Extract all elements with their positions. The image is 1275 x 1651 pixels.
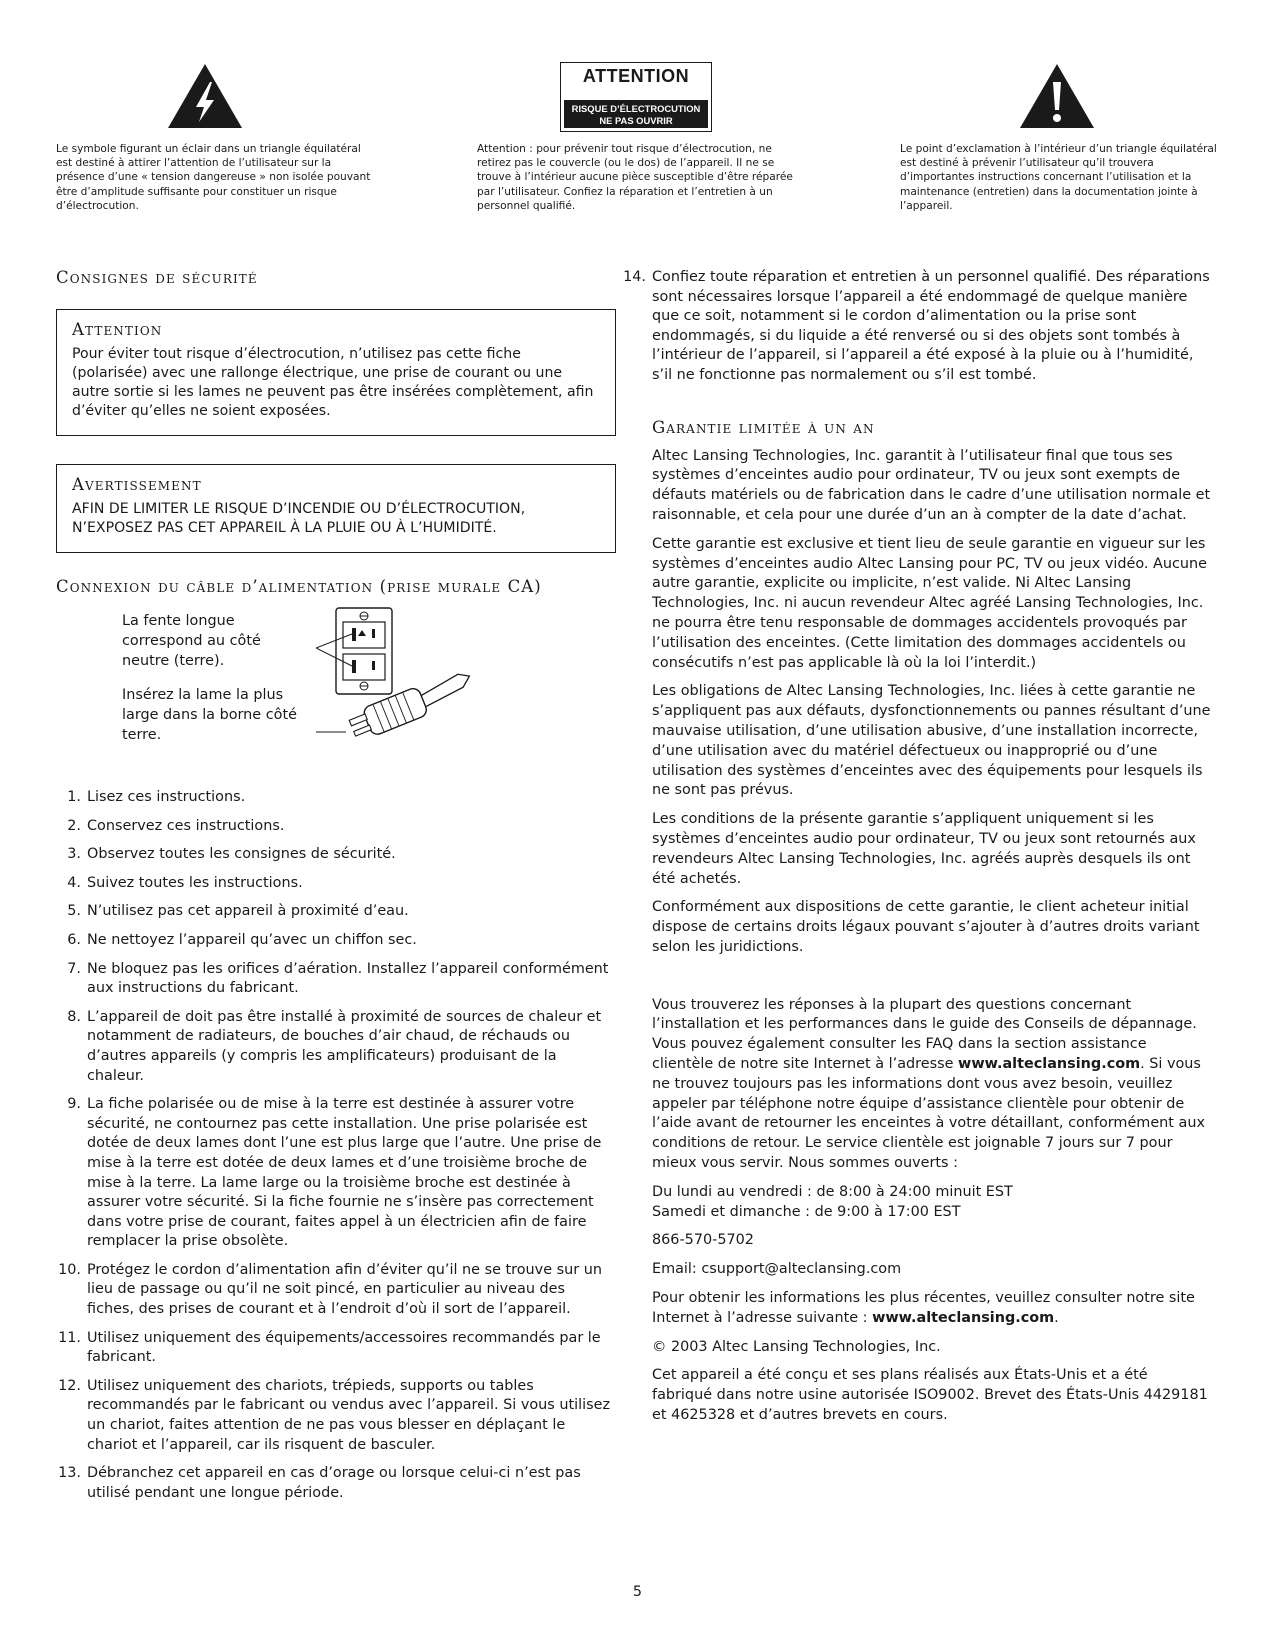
attention-sign-line2: NE PAS OUVRIR <box>599 114 673 126</box>
lightning-warning <box>56 62 376 213</box>
latest-info-website-link: www.alteclansing.com <box>872 1309 1055 1326</box>
lightning-caption: Le symbole figurant un éclair dans un triangle équilatéral est destiné à attirer l’attention de l’utilisateur sur la présence d’une « tension dangereuse » non isolée pouvant être d’amplitude suffisante pour constituer un risque d’électrocution. <box>56 143 371 212</box>
center-warning <box>477 62 797 213</box>
list-item-number: 13. <box>58 1465 81 1482</box>
warning-box-text: AFIN DE LIMITER LE RISQUE D’INCENDIE OU D’ÉLECTROCUTION, N’EXPOSEZ PAS CET APPAREIL À LA PLUIE OU À L’HUMIDITÉ. <box>72 501 526 536</box>
list-item-text: Confiez toute réparation et entretien à un personnel qualifié. Des réparations sont nécessaires lorsque l’appareil a été endommagé de quelque manière que ce soit, notamment si le cordon d’alimentation ou la prise sont endommagés, si du liquide a été renversé ou si des objets sont tombés à l’intérieur de l’appareil, si l’appareil a été exposé à la pluie ou à l’humidité, s’il ne fonctionne pas normalement ou s’il est tombé. <box>652 269 1210 383</box>
list-item <box>56 1377 616 1455</box>
list-item-text: Débranchez cet appareil en cas d’orage ou lorsque celui-ci n’est pas utilisé pendant une longue période. <box>87 1465 581 1501</box>
support-phone: 866-570-5702 <box>652 1232 754 1249</box>
attention-sign-line1: RISQUE D’ÉLECTROCUTION <box>571 103 701 114</box>
list-item-number: 2. <box>67 817 81 834</box>
exclamation-caption: Le point d’exclamation à l’intérieur d’un triangle équilatéral est destiné à prévenir l’utilisateur qu’il trouvera d’importantes instructions concernant l’utilisation et la maintenance (entretien) dans la documentation jointe à l’appareil. <box>900 143 1217 212</box>
support-email: Email: csupport@alteclansing.com <box>652 1261 902 1278</box>
lightning-triangle-icon <box>166 62 244 130</box>
list-item-number: 4. <box>67 874 81 891</box>
list-item-number: 12. <box>58 1377 81 1394</box>
list-item <box>56 1464 616 1503</box>
list-item-text: L’appareil de doit pas être installé à proximité de sources de chaleur et notamment de radiateurs, de bouches d’air chaud, de réchauds ou d’autres appareils (y compris les amplificateurs) produisant de la chaleur. <box>87 1008 602 1084</box>
list-item-text: Ne nettoyez l’appareil qu’avec un chiffon sec. <box>87 931 417 948</box>
attention-sign-title: ATTENTION <box>582 66 690 86</box>
list-item-number: 9. <box>67 1096 81 1113</box>
list-item-text: Lisez ces instructions. <box>87 789 246 805</box>
list-item <box>621 268 1212 386</box>
list-item <box>56 1329 616 1368</box>
plug-diagram-area <box>56 612 616 782</box>
support-intro-text-b: . Si vous ne trouvez toujours pas les informations dont vous avez besoin, veuillez appeler par téléphone notre équipe d’assistance clientèle pour obtenir de l’aide avant de retourner les enceintes à votre détaillant, conformément aux conditions de retour. Le service clientèle est joignable 7 jours sur 7 pour mieux vous servir. Nous sommes ouverts : <box>652 1056 1205 1172</box>
list-item-number: 8. <box>67 1008 81 1025</box>
warning-box-title: Avertissement <box>72 475 202 494</box>
list-item <box>56 1095 616 1252</box>
warranty-paragraph-1: Altec Lansing Technologies, Inc. garantit à l’utilisateur final que tous ses systèmes d’enceintes audio pour ordinateur, TV ou jeux sont exempts de défauts matériels ou de fabrication dans le cadre d’une utilisation normale et raisonnable, et cela pour une durée d’un an à compter de la date d’achat. <box>652 447 1211 523</box>
exclamation-triangle-icon <box>1018 62 1096 130</box>
warranty-heading: Garantie limitée à un an <box>652 417 875 437</box>
support-hours-weekday: Du lundi au vendredi : de 8:00 à 24:00 minuit EST <box>652 1183 1013 1200</box>
copyright: © 2003 Altec Lansing Technologies, Inc. <box>652 1338 941 1355</box>
plug-text-blade: Insérez la lame la plus large dans la borne côté terre. <box>122 687 297 743</box>
latest-info <box>652 1289 1212 1329</box>
warranty-paragraph-5: Conformément aux dispositions de cette garantie, le client acheteur initial dispose de certains droits légaux pouvant s’ajouter à d’autres droits variant selon les juridictions. <box>652 899 1200 955</box>
list-item-number: 5. <box>67 903 81 920</box>
latest-info-text-b: . <box>1054 1309 1059 1326</box>
list-item <box>56 960 616 999</box>
right-column <box>623 268 1212 1435</box>
warning-box <box>56 464 616 553</box>
attention-box-text: Pour éviter tout risque d’électrocution, n’utilisez pas cette fiche (polarisée) avec une rallonge électrique, une prise de courant ou une autre sortie si les lames ne peuvent pas être insérées complètement, afin d’éviter qu’elles ne soient exposées. <box>72 346 594 419</box>
list-item-text: Suivez toutes les instructions. <box>87 874 303 891</box>
design-notice: Cet appareil a été conçu et ses plans réalisés aux États-Unis et a été fabriqué dans notre usine autorisée ISO9002. Brevet des États-Unis 4429181 et 4625328 et d’autres brevets en cours. <box>652 1367 1208 1424</box>
support-website-link: www.alteclansing.com <box>958 1056 1141 1073</box>
list-item-text: Observez toutes les consignes de sécurité. <box>87 846 396 863</box>
list-item-text: Utilisez uniquement des équipements/accessoires recommandés par le fabricant. <box>87 1329 601 1366</box>
latest-info-text-a: Pour obtenir les informations les plus récentes, veuillez consulter notre site Internet à l’adresse suivante : <box>652 1290 1195 1326</box>
warranty-paragraph-4: Les conditions de la présente garantie s’appliquent uniquement si les systèmes d’enceintes audio pour ordinateur, TV ou jeux sont retournés aux revendeurs Altec Lansing Technologies, Inc. agréés auprès desquels ils ont été achetés. <box>652 811 1196 887</box>
exclamation-warning <box>900 62 1220 213</box>
list-item <box>56 845 616 865</box>
warranty-paragraph-2: Cette garantie est exclusive et tient lieu de seule garantie en vigueur sur les systèmes d’enceintes audio Altec Lansing pour PC, TV ou jeux vidéo. Aucune autre garantie, explicite ou implicite, n’est valide. Ni Altec Lansing Technologies, Inc. ni aucun revendeur Altec agréé Lansing Technologies, Inc. ne pourra être tenu responsable de dommages accidentels provoqués par l’utilisation des enceintes. (Cette limitation des dommages accidentels ou consécutifs n’est pas applicable là où la loi l’interdit.) <box>652 535 1208 671</box>
list-item <box>56 788 616 808</box>
list-item-text: Protégez le cordon d’alimentation afin d’éviter qu’il ne se trouve sur un lieu de passage ou qu’il ne soit pincé, en particulier au niveau des fiches, des prises de courant et à l’endroit d’où il sort de l’appareil. <box>87 1261 602 1318</box>
safety-list <box>56 788 616 1503</box>
list-item-number: 1. <box>67 789 81 805</box>
list-item <box>56 874 616 894</box>
list-item-text: La fiche polarisée ou de mise à la terre est destinée à assurer votre sécurité, ne contournez pas cette installation. Une prise polarisée est dotée de deux lames dont l’une est plus large que l’autre. Une prise de mise à la terre est dotée de deux lames et d’une troisième broche de mise à la terre. La lame large ou la troisième broche est destinée à assurer votre sécurité. Si la fiche fournie ne s’insère pas correctement dans votre prise de courant, faites appel à un électricien afin de faire remplacer la prise obsolète. <box>87 1096 602 1250</box>
support-intro <box>652 996 1212 1174</box>
safety-heading: Consignes de sécurité <box>56 268 258 287</box>
list-item-number: 3. <box>67 846 81 863</box>
left-column <box>56 268 616 1512</box>
list-item-number: 6. <box>67 931 81 948</box>
list-item-number: 10. <box>58 1261 81 1278</box>
support-hours <box>652 1183 1212 1223</box>
list-item-number: 14. <box>623 269 646 285</box>
attention-box-title: Attention <box>72 320 163 339</box>
page-number: 5 <box>632 1584 643 1600</box>
plug-text-slot: La fente longue correspond au côté neutre (terre). <box>122 613 261 669</box>
warranty-paragraph-3: Les obligations de Altec Lansing Technologies, Inc. liées à cette garantie ne s’appliquent pas aux défauts, dysfonctionnements ou pannes résultant d’une mauvaise utilisation, d’une utilisation abusive, d’une installation incorrecte, d’une utilisation avec du matériel défectueux ou inapproprié ou d’une utilisation des systèmes d’enceintes avec des équipements pour lesquels ils ne sont pas prévus. <box>652 683 1211 799</box>
center-caption: Attention : pour prévenir tout risque d’électrocution, ne retirez pas le couvercle (ou le dos) de l’appareil. Il ne se trouve à l’intérieur aucune pièce susceptible d’être réparée par l’utilisateur. Confiez la réparation et l’entretien à un personnel qualifié. <box>477 143 793 212</box>
support-hours-weekend: Samedi et dimanche : de 9:00 à 17:00 EST <box>652 1203 961 1220</box>
list-item <box>56 1008 616 1086</box>
outlet-plug-illustration <box>316 606 486 738</box>
list-item <box>56 931 616 951</box>
list-item-number: 11. <box>58 1329 81 1346</box>
list-item-text: Utilisez uniquement des chariots, trépieds, supports ou tables recommandés par le fabricant ou vendus avec l’appareil. Si vous utilisez un chariot, faites attention de ne pas vous blesser en déplaçant le chariot et l’appareil, car ils risquent de basculer. <box>87 1377 611 1453</box>
list-item-text: Ne bloquez pas les orifices d’aération. Installez l’appareil conformément aux instructions du fabricant. <box>87 960 609 997</box>
attention-box <box>56 309 616 436</box>
power-heading: Connexion du câble d’alimentation (prise murale CA) <box>56 577 542 596</box>
support-intro-text-a: Vous trouverez les réponses à la plupart des questions concernant l’installation et les performances dans le guide des Conseils de dépannage. Vous pouvez également consulter les FAQ dans la section assistance clientèle de notre site Internet à l’adresse <box>652 996 1197 1073</box>
list-item <box>56 902 616 922</box>
list-item <box>56 817 616 837</box>
list-item <box>56 1261 616 1320</box>
safety-list-continued <box>623 268 1212 386</box>
list-item-text: N’utilisez pas cet appareil à proximité d’eau. <box>87 903 409 920</box>
list-item-number: 7. <box>67 960 81 977</box>
list-item-text: Conservez ces instructions. <box>87 817 285 834</box>
